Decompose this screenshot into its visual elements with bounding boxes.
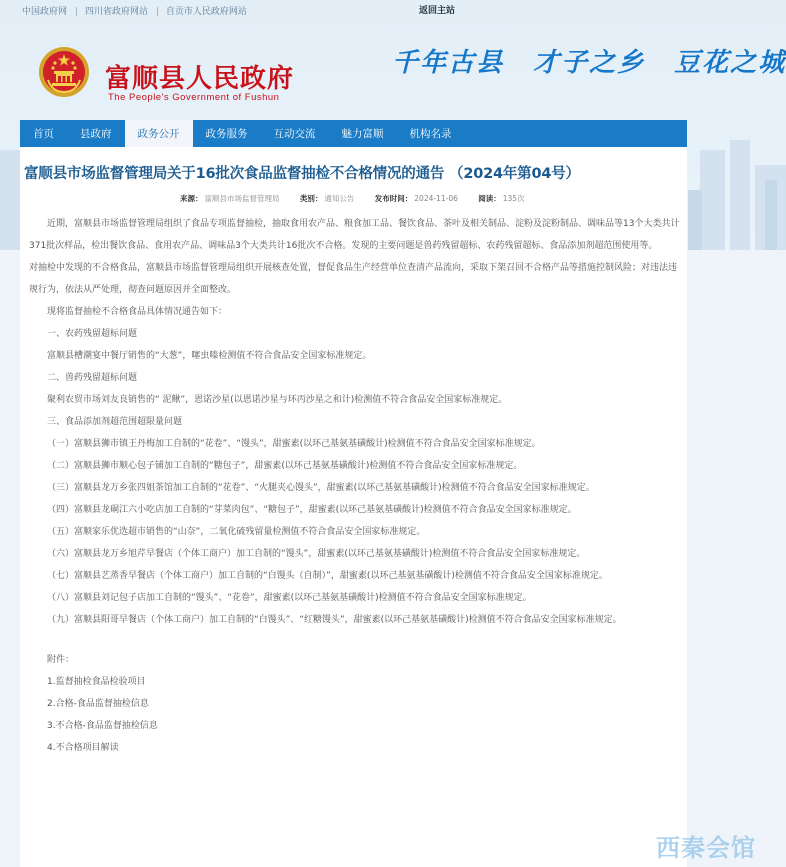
attachment-link-2[interactable]: 2.合格-食品监督抽检信息 (47, 699, 149, 709)
nav-org-directory[interactable]: 机构名录 (409, 128, 452, 140)
section-item: （九）富顺县阳哥早餐店（个体工商户）加工自制的“白馒头”、“红糖馒头”，甜蜜素(以环己基氨基磺酸计)检测值不符合食品安全国家标准规定。 (47, 615, 622, 625)
meta-date: 2024-11-06 (414, 194, 458, 203)
meta-category-label: 类别： (299, 194, 323, 203)
spacer (29, 631, 681, 649)
section-item: （二）富顺县狮市顺心包子铺加工自制的“糖包子”，甜蜜素(以环己基氨基磺酸计)检测值不符合食品安全国家标准规定。 (47, 461, 523, 471)
site-header (0, 18, 786, 118)
meta-source: 富顺县市场监督管理局 (204, 194, 280, 203)
slogan-2: 才子之乡 (533, 48, 646, 78)
section-heading-2: 二、兽药残留超标问题 (47, 373, 138, 383)
link-sichuan-gov[interactable]: 四川省政府网站 (84, 7, 148, 17)
section-item: （七）富顺县艺蒸香早餐店（个体工商户）加工自制的“白馒头（自制）”，甜蜜素(以环己基氨基磺酸计)检测值不符合食品安全国家标准规定。 (47, 571, 608, 581)
meta-date-label: 发布时间： (374, 194, 413, 203)
article-meta (180, 193, 543, 204)
section-item: （一）富顺县狮市镇王丹梅加工自制的“花卷”、“馒头”，甜蜜素(以环己基氨基磺酸计)检测值不符合食品安全国家标准规定。 (47, 439, 541, 449)
nav-gov-services[interactable]: 政务服务 (205, 128, 248, 140)
section-item: （四）富顺县龙硐江六小吃店加工自制的“芽菜肉包”、“糖包子”，甜蜜素(以环己基氨基磺酸计)检测值不符合食品安全国家标准规定。 (47, 505, 577, 515)
section-item: 富顺县槽潮宴中餐厅销售的“大葱”，噻虫嗪检测值不符合食品安全国家标准规定。 (47, 351, 372, 361)
nav-home[interactable]: 首页 (33, 128, 54, 140)
section-item: （三）富顺县龙万乡张四姐茶馆加工自制的“花卷”、“火腿夹心馒头”，甜蜜素(以环己基氨基磺酸计)检测值不符合食品安全国家标准规定。 (47, 483, 595, 493)
section-heading-1: 一、农药残留超标问题 (47, 329, 138, 339)
nav-interaction[interactable]: 互动交流 (273, 128, 316, 140)
national-emblem-icon (38, 46, 90, 98)
section-item: （六）富顺县龙万乡旭芹早餐店（个体工商户）加工自制的“馒头”，甜蜜素(以环己基氨基磺酸计)检测值不符合食品安全国家标准规定。 (47, 549, 586, 559)
meta-views: 135次 (502, 194, 525, 203)
site-title: 富顺县人民政府 (105, 64, 295, 94)
return-home-link[interactable]: 返回主站 (419, 6, 456, 16)
section-item: 聚利农贸市场刘友良销售的“ 泥鳅”，恩诺沙星(以恩诺沙星与环丙沙星之和计)检测值不符合食品安全国家标准规定。 (47, 395, 508, 405)
slogan (392, 42, 786, 79)
section-heading-3: 三、食品添加剂超范围超限量问题 (47, 417, 183, 427)
attachments-label: 附件： (47, 655, 75, 665)
paragraph-disposal: 对抽检中发现的不合格食品，富顺县市场监督管理局组织开展核查处置，督促食品生产经营单位查清产品流向，采取下架召回不合格产品等措施控制风险；对违法违规行为，依法从严处理，彻查问题原因并全面整改。 (29, 263, 678, 295)
nav-county-gov[interactable]: 县政府 (80, 128, 112, 140)
site-subtitle: The People's Government of Fushun (108, 92, 280, 103)
article-container (20, 147, 687, 867)
section-item: （五）富顺家乐优选超市销售的“山奈”，二氧化硫残留量检测值不符合食品安全国家标准规定。 (47, 527, 426, 537)
article-title: 富顺县市场监督管理局关于16批次食品监督抽检不合格情况的通告 （2024年第04号） (24, 166, 580, 182)
attachment-link-3[interactable]: 3.不合格-食品监督抽检信息 (47, 721, 158, 731)
meta-category: 通知公告 (324, 194, 355, 203)
slogan-3: 豆花之城 (674, 48, 786, 78)
attachment-link-4[interactable]: 4.不合格项目解读 (47, 743, 119, 753)
slogan-1: 千年古县 (392, 48, 505, 78)
nav-charm-fushun[interactable]: 魅力富顺 (341, 128, 384, 140)
paragraph-notice: 现将监督抽检不合格食品具体情况通告如下： (47, 307, 228, 317)
top-link-bar: 中国政府网 | 四川省政府网站 | 自贡市人民政府网站 返回主站 (0, 0, 786, 18)
watermark-logo: 西秦会馆 (656, 834, 756, 862)
link-zigong-gov[interactable]: 自贡市人民政府网站 (165, 7, 247, 17)
meta-source-label: 来源： (180, 194, 203, 203)
nav-gov-affairs-open[interactable]: 政务公开 (125, 120, 193, 147)
meta-views-label: 阅读： (478, 194, 501, 203)
attachment-link-1[interactable]: 1.监督抽检食品检验项目 (47, 677, 146, 687)
paragraph-intro: 近期，富顺县市场监督管理局组织了食品专项监督抽检，抽取食用农产品、粮食加工品、餐饮食品、茶叶及相关制品、淀粉及淀粉制品、调味品等13个大类共计371批次样品，检出餐饮食品、食用农产品、调味品3个大类共计16批次不合格。发现的主要问题是兽药残留超标、农药残留超标、食品添加剂超范围使用等。 (29, 219, 680, 251)
main-nav (20, 120, 687, 147)
section-item: （八）富顺县刘记包子店加工自制的“馒头”、“花卷”，甜蜜素(以环己基氨基磺酸计)检测值不符合食品安全国家标准规定。 (47, 593, 532, 603)
link-china-gov[interactable]: 中国政府网 (22, 7, 68, 17)
article-body (29, 213, 681, 759)
